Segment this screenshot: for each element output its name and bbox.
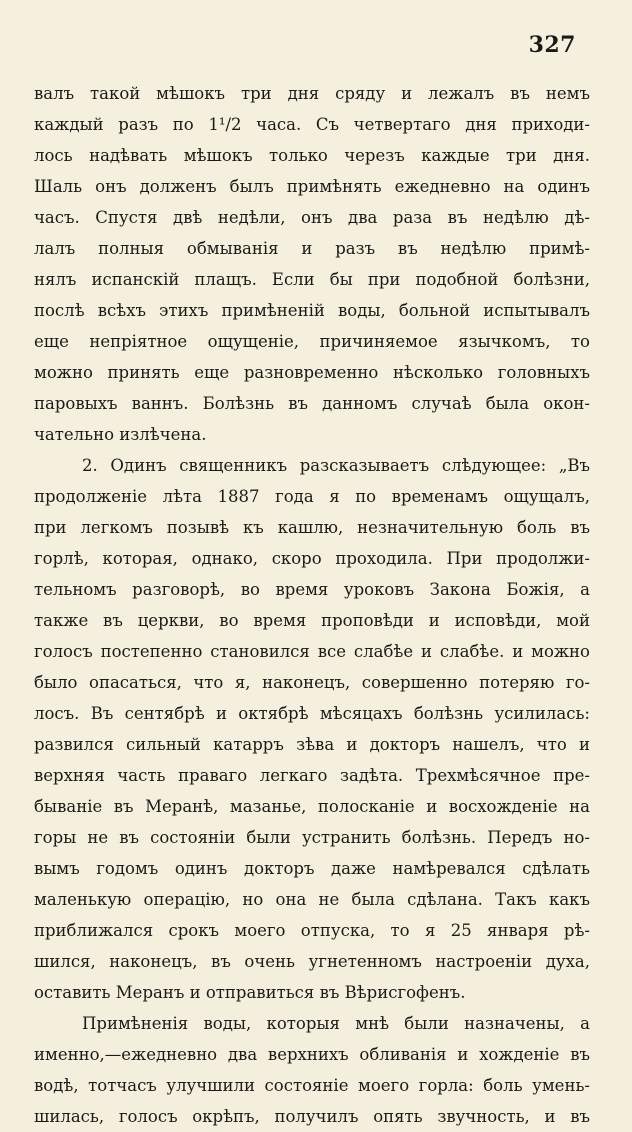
text-line: оставить Меранъ и отправиться въ Вѣрисгофенъ. [34, 983, 466, 1002]
text-line: нялъ испанскій плащъ. Если бы при подобной болѣзни, [34, 270, 590, 289]
text-line: 2. Одинъ священникъ разсказываетъ слѣдующее: „Въ [82, 456, 590, 475]
text-line: послѣ всѣхъ этихъ примѣненій воды, больной испытывалъ [34, 301, 590, 320]
text-line: именно,—ежедневно два верхнихъ обливанія и хожденіе въ [34, 1045, 590, 1064]
text-line: шилась, голосъ окрѣпъ, получилъ опять звучность, и въ [34, 1107, 590, 1126]
text-line: лосъ. Въ сентябрѣ и октябрѣ мѣсяцахъ болѣзнь усилилась: [34, 704, 590, 723]
text-line: чательно излѣчена. [34, 425, 207, 444]
text-line: каждый разъ по 1¹/2 часа. Съ четвертаго дня приходи- [34, 115, 590, 134]
text-line: горы не въ состояніи были устранить болѣзнь. Передъ но- [34, 828, 590, 847]
text-line: шился, наконецъ, въ очень угнетенномъ настроеніи духа, [34, 952, 590, 971]
text-line: паровыхъ ваннъ. Болѣзнь въ данномъ случаѣ была окон- [34, 394, 590, 413]
text-line: маленькую операцію, но она не была сдѣлана. Такъ какъ [34, 890, 590, 909]
text-line: лось надѣвать мѣшокъ только черезъ каждые три дня. [34, 146, 590, 165]
text-line: развился сильный катарръ зѣва и докторъ нашелъ, что и [34, 735, 590, 754]
text-line: голосъ постепенно становился все слабѣе и слабѣе. и можно [34, 642, 590, 661]
text-line: часъ. Спустя двѣ недѣли, онъ два раза въ недѣлю дѣ- [34, 208, 590, 227]
text-line: водѣ, тотчасъ улучшили состояніе моего горла: боль умень- [34, 1076, 590, 1095]
text-line: верхняя часть праваго легкаго задѣта. Трехмѣсячное пре- [34, 766, 590, 785]
text-line: было опасаться, что я, наконецъ, совершенно потеряю го- [34, 673, 590, 692]
text-line: Шаль онъ долженъ былъ примѣнять ежедневно на одинъ [34, 177, 590, 196]
page-number: 327 [528, 32, 576, 58]
text-line: вымъ годомъ одинъ докторъ даже намѣревался сдѣлать [34, 859, 590, 878]
text-line: приближался срокъ моего отпуска, то я 25 января рѣ- [34, 921, 590, 940]
text-line: при легкомъ позывѣ къ кашлю, незначительную боль въ [34, 518, 590, 537]
text-line: валъ такой мѣшокъ три дня сряду и лежалъ въ немъ [34, 84, 590, 103]
text-line: еще непріятное ощущеніе, причиняемое язычкомъ, то [34, 332, 590, 351]
text-line: лалъ полныя обмыванія и разъ въ недѣлю примѣ- [34, 239, 590, 258]
text-line: продолженіе лѣта 1887 года я по временамъ ощущалъ, [34, 487, 590, 506]
text-line: тельномъ разговорѣ, во время уроковъ Закона Божія, а [34, 580, 590, 599]
text-line: также въ церкви, во время проповѣди и исповѣди, мой [34, 611, 590, 630]
text-line: бываніе въ Меранѣ, мазанье, полосканіе и восхожденіе на [34, 797, 590, 816]
text-line: горлѣ, которая, однако, скоро проходила. При продолжи- [34, 549, 590, 568]
body-text [34, 78, 590, 1132]
text-line: Примѣненія воды, которыя мнѣ были назначены, а [82, 1014, 590, 1033]
text-line: можно принять еще разновременно нѣсколько головныхъ [34, 363, 590, 382]
